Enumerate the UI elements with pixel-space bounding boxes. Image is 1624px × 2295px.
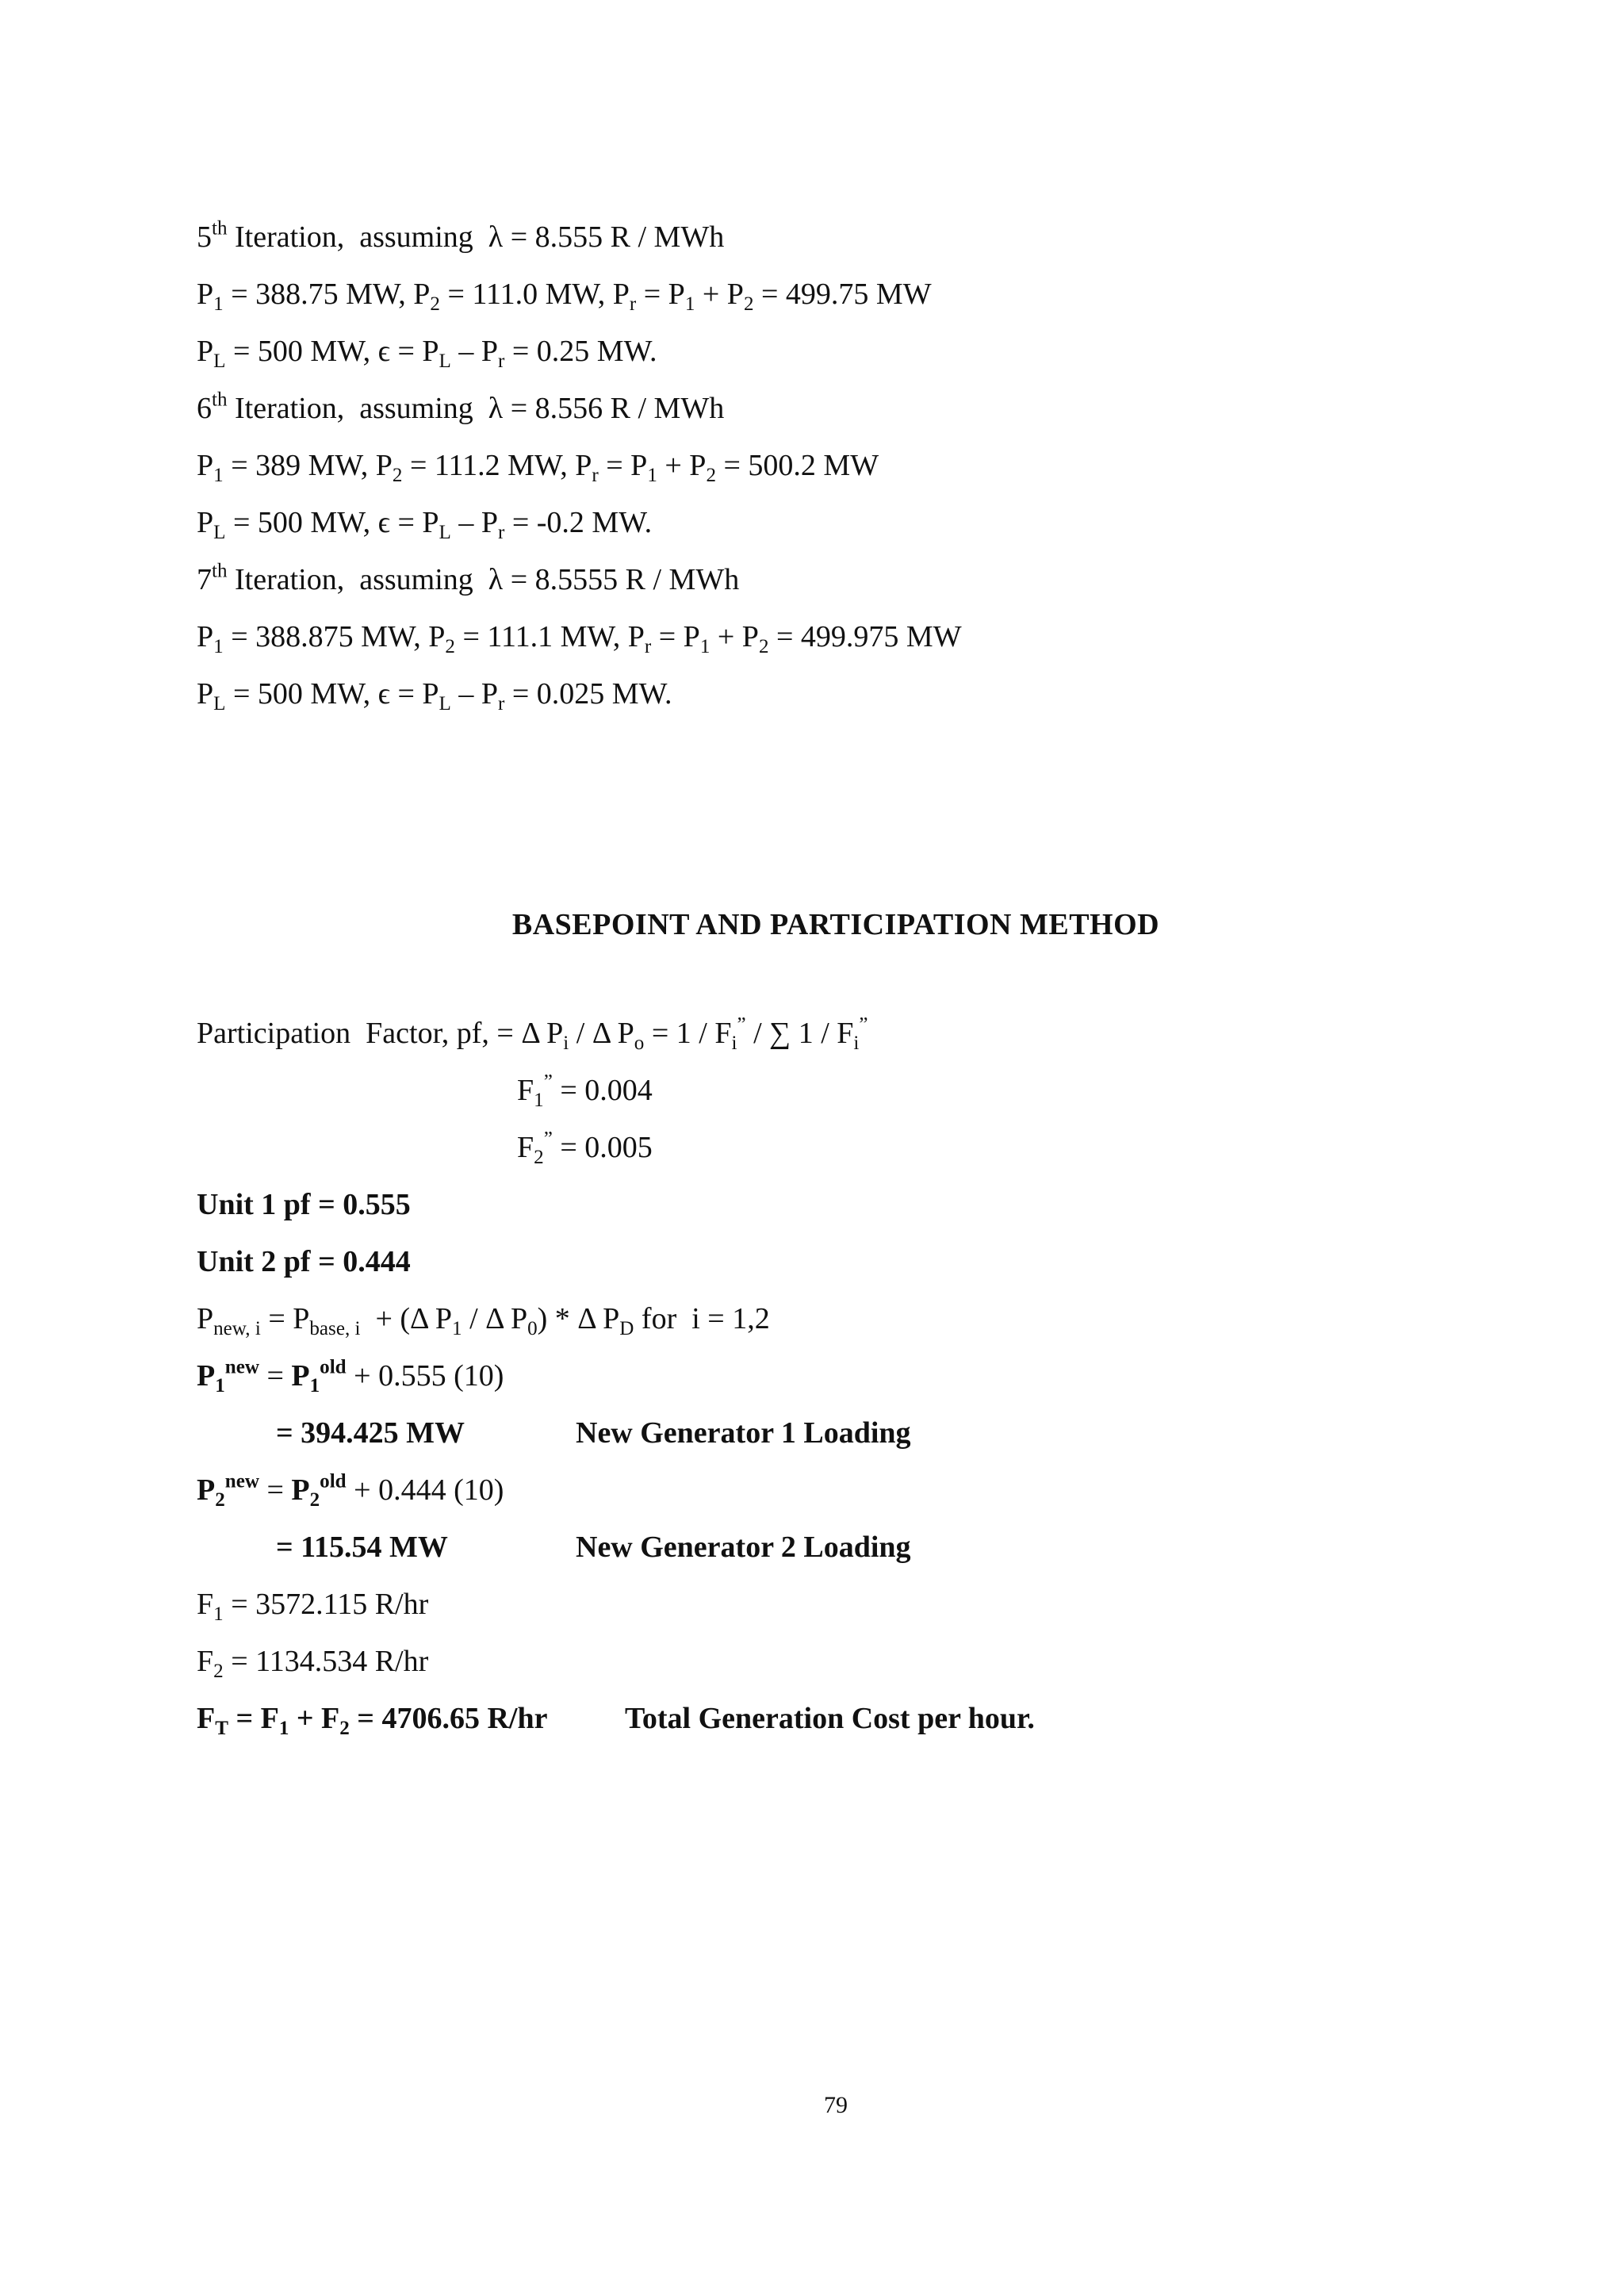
- p2-new-value: = 115.54 MW: [276, 1531, 448, 1564]
- p1-new-formula: $P_1^{new} = P_1^{old} + 0.555$ (10): [197, 1356, 504, 1397]
- iteration-6-powers: $P_1 = 389$ MW, $P_2 = 111.2$ MW, $P_r = P_1 + P_2 = 500.2$ MW: [197, 449, 879, 487]
- p2-new-result: [276, 1532, 1386, 1562]
- f1-second-derivative: $F_1^” = 0.004$: [517, 1071, 653, 1112]
- f2-second-derivative: $F_2^” = 0.005$: [517, 1128, 653, 1169]
- iteration-5-error: $P_L = 500$ MW, $\epsilon = P_L - P_r = 0.25$ MW.: [197, 335, 657, 373]
- unit-2-pf: Unit 2 pf = 0.444: [197, 1245, 411, 1278]
- total-cost: [197, 1702, 1386, 1740]
- iteration-7-error: $P_L = 500$ MW, $\epsilon = P_L - P_r = 0.025$ MW.: [197, 677, 672, 715]
- p2-new-label: New Generator 2 Loading: [576, 1531, 911, 1564]
- iteration-6-title: 6th Iteration, assuming λ = 8.556 R / MWh: [197, 389, 725, 425]
- total-cost-label: Total Generation Cost per hour.: [625, 1702, 1035, 1735]
- section-heading: BASEPOINT AND PARTICIPATION METHOD: [511, 908, 1160, 941]
- total-cost-formula: $F_T = F_1 + F_2 = 4706.65$ R/hr: [197, 1702, 548, 1740]
- pnew-formula: $P_{new, i} = P_{base, i} + (\Delta$ $P_1$ / Δ $P_0$) * Δ $P_D$ for i = 1,2: [197, 1302, 770, 1340]
- participation-factor-formula: Participation Factor, pf, = Δ $P_i$ / Δ $P_o = 1 / F_i^”$ / ∑ $1 / F_i^”$: [197, 1013, 868, 1055]
- iteration-7-title: 7th Iteration, assuming λ = 8.5555 R / MWh: [197, 560, 740, 596]
- iteration-5-title: 5th Iteration, assuming λ = 8.555 R / MWh: [197, 217, 725, 254]
- iteration-6-error: $P_L = 500$ MW, $\epsilon = P_L - P_r = -0.2$ MW.: [197, 506, 653, 544]
- f1-cost: $F_1 = 3572.115$ R/hr: [197, 1588, 429, 1626]
- iteration-7-powers: $P_1 = 388.875$ MW, $P_2 = 111.1$ MW, $P_r = P_1 + P_2 = 499.975$ MW: [197, 620, 962, 658]
- f2-cost: $F_2 = 1134.534$ R/hr: [197, 1645, 429, 1683]
- page-number: 79: [824, 2092, 848, 2118]
- unit-1-pf: Unit 1 pf = 0.555: [197, 1188, 411, 1221]
- iteration-5-powers: $P_1 = 388.75$ MW, $P_2 = 111.0$ MW, $P_r = P_1 + P_2 = 499.75$ MW: [197, 278, 932, 316]
- p1-new-result: [276, 1418, 1386, 1448]
- p1-new-value: = 394.425 MW: [276, 1416, 465, 1450]
- p2-new-formula: $P_2^{new} = P_2^{old} + 0.444$ (10): [197, 1470, 504, 1511]
- p1-new-label: New Generator 1 Loading: [576, 1416, 911, 1450]
